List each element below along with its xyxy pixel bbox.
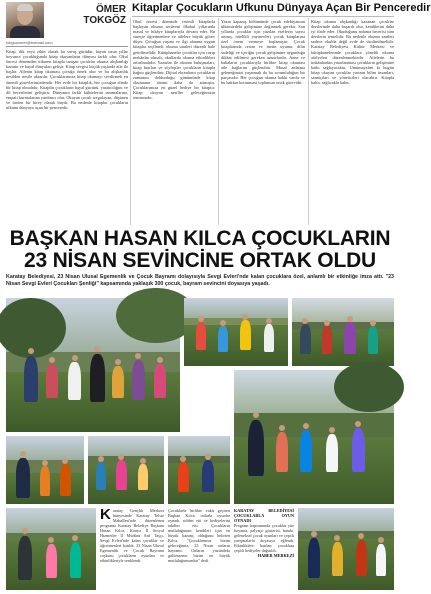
photo-head: [242, 314, 248, 320]
photo-bottom-right: [298, 508, 394, 590]
main-headline-line-1: BAŞKAN HASAN KILCA ÇOCUKLARIN: [9, 227, 391, 250]
photo-head: [42, 460, 48, 466]
photo-person: [96, 462, 106, 490]
photo-head: [62, 458, 68, 464]
photo-head: [311, 531, 317, 537]
photo-person: [16, 458, 30, 498]
photo-head: [22, 528, 28, 534]
photo-head: [334, 535, 340, 541]
photo-person: [40, 466, 50, 496]
column-divider: [308, 18, 309, 225]
photo-person: [24, 356, 38, 402]
photo-person: [46, 364, 58, 398]
photo-person: [218, 326, 228, 352]
photo-head: [355, 421, 361, 427]
columnist-rule: [6, 46, 128, 47]
photo-head: [198, 316, 204, 322]
drop-cap: K: [100, 506, 111, 523]
photo-person: [132, 360, 145, 400]
photo-head: [302, 318, 308, 324]
photo-person: [300, 324, 311, 354]
photo-person: [202, 460, 214, 492]
photo-person: [196, 322, 206, 350]
photo-person: [90, 354, 105, 402]
column-divider: [218, 18, 219, 225]
main-article-subhead: KARATAY BELEDİYESİ ÇOCUKLARLA OYUN OYNADI: [234, 508, 294, 523]
photo-sky: [168, 436, 230, 456]
photo-head: [347, 316, 353, 322]
photo-head: [20, 451, 26, 457]
main-article-body-left: [100, 508, 164, 590]
photo-head: [370, 320, 376, 326]
top-article-col-3: Yazın kapanış bölümünde çocuk edebiyatının ülkemizdeki gelişimine değinmek gerekir. Son yıllarda çocuklar için yazılan eserlerin sayısı artmış, nitelikli yayınevleri çocuk kitaplarına özel önem vermeye başlamıştır. Çocuk kitaplarında resim ve metin uyumu, dilin sadeliği ve içeriğin çocuk gelişimine uygunluğu dikkat edilmesi gereken unsurlardır. Anne ve babaların çocuklarıyla birlikte kitap okuması aile bağlarını güçlendirir. Masal anlatma geleneğimizi yaşatmak da bu sorumluluğun bir parçasıdır. Her çocuğun okuma hakkı vardır ve bu hakkın korunması toplumun ortak görevidir.: [221, 19, 305, 86]
photo-head: [358, 533, 364, 539]
photo-head: [72, 355, 78, 361]
top-article-col-2: Okul öncesi dönemde resimli kitaplarla başlayan okuma serüveni ilkokul yıllarında masal ve hikâye kitaplarıyla devam eder. Bu süreçte öğretmenlere ve ailelere büyük görev düşer. Çocuğun yaşına ve ilgi alanına uygun kitaplar seçilmeli, okuma saatleri düzenli hale getirilmelidir. Kütüphaneler çocuklar için cazip mekânlar olmalı, okullarda okuma etkinlikleri artırılmalıdır. Yazarlar ile okuma buluşmaları, kitap fuarları ve söyleşiler çocukların kitapla bağını güçlendirir. Dijital ekranların çocukların zamanını doldurduğu günümüzde kitap okumanın önemi daha da artmıştır. Çocuklarımıza en güzel hediye bir kitaptır. Kitap okuyan nesiller geleceğimizin teminatıdır.: [133, 19, 215, 101]
photo-person: [248, 420, 264, 476]
photo-person: [308, 538, 320, 578]
photo-head: [48, 537, 54, 543]
columnist-photo: [6, 2, 44, 38]
photo-sky: [6, 436, 84, 460]
photo-person: [376, 544, 386, 576]
photo-mayor-talking: [234, 370, 394, 504]
photo-head: [180, 456, 186, 462]
photo-sky: [88, 436, 164, 456]
column-divider: [130, 18, 131, 225]
main-article-body-mid: [168, 508, 230, 590]
photo-person: [264, 324, 274, 352]
photo-tree: [334, 362, 404, 412]
photo-small-center: [168, 436, 230, 504]
photo-sky: [6, 508, 96, 533]
photo-head: [303, 423, 309, 429]
photo-head: [324, 320, 330, 326]
main-article-text-left: aratay Gençlik Merkezi bünyesinde Karatay Telsiz Mahallesi'nde düzenlenen programa Karatay Belediye Başkanı Hasan Kılca, Konya İl Sosyal Hizmetler İl Müdürü Arif Taşçı, Sevgi Evleri'nde kalan çocuklar ve öğretmenleri katıldı. 23 Nisan Ulusal Egemenlik ve Çocuk Bayramı coşkusu çocukların oyunları ve etkinlikleriyle renklendi.: [100, 508, 164, 563]
photo-head: [279, 425, 285, 431]
main-article-text-mid2: Program kapsamında çocuklar yüz boyama, palyaço gösterisi, bando, geleneksel çocuk oyunları ve çeşitli yarışmalarla doyasıya eğlendi. Etkinliklere katılan çocuklara çeşitli hediyeler dağıtıldı.: [234, 523, 294, 553]
photo-children-race: [88, 436, 164, 504]
photo-person: [300, 430, 312, 472]
photo-person: [138, 464, 148, 490]
photo-person: [276, 432, 288, 472]
main-article-lead: Karatay Belediyesi, 23 Nisan Ulusal Egemenlik ve Çocuk Bayramı dolayısıyla Sevgi Evleri'nde kalan çocuklara özel, anlamlı bir etkinliğe imza attı. "23 Nisan Sevgi Evleri Çocukları Şenliği" kapsamında yaklaşık 300 çocuk, bayram sevincini doyasıya yaşadı.: [6, 274, 394, 287]
photo-person: [240, 320, 251, 350]
photo-head: [115, 359, 121, 365]
columnist-first-name: ÖMER: [96, 4, 126, 15]
photo-person: [178, 462, 189, 492]
photo-group-children: [6, 298, 180, 432]
photo-head: [253, 412, 259, 418]
photo-person: [352, 428, 365, 472]
columnist-hair: [17, 4, 33, 11]
photo-head: [49, 357, 55, 363]
photo-tug-of-war: [292, 298, 394, 366]
photo-head: [98, 456, 104, 462]
main-article-text-mid: Çocuklarla birlikte vakit geçiren Başkan Kılca, onlarla oyunlar oynadı, sohbet etti ve hediyelerini takdim etti. Çocukların mutluluğunun kendileri için en büyük kazanç olduğunu belirten Kılca, "Çocuklarımız bizim geleceğimiz, 23 Nisan onların bayramı. Onların yüzündeki gülümseme bizim en büyük mutluluğumuzdur" dedi.: [168, 508, 230, 563]
columnist-suit: [10, 26, 40, 38]
photo-head: [157, 357, 163, 363]
photo-head: [329, 427, 335, 433]
top-article-col-1: Kitap, ilik veya zihin olarak bu savaş gücüdür, hayatı uzun yıllar boyunca çocukluğunda kitap okuyanların dünyası farklı olur. Okul öncesi dönemden itibaren kitapla tanışan çocuklar okuma alışkanlığı kazanır ve hayal dünyaları gelişir. Kitap sevgisi küçük yaşlarda aile ile başlar. Ailenin kitap okuması çocuğa örnek olur ve bu alışkanlık nesilden nesile aktarılır. Çocuklarımıza kitap okumayı sevdirmek en önemli görevlerimizdendir. Her evde bir kitaplık, her çocuğun elinde bir kitap olmalıdır. Kitaplar çocukların hayal gücünü, yaratıcılığını ve dil becerilerini geliştirir. Dünyanın farklı kültürlerini tanımalarına, empati kurmalarına yardımcı olur. Okuyan çocuk sorgulayan, düşünen ve üreten bir birey olarak büyür. Bu nedenle kitaplar çocukların ufkunu dünyaya açan bir penceredir.: [6, 49, 128, 111]
photo-person: [368, 326, 378, 354]
photo-person: [60, 464, 71, 496]
photo-head: [118, 454, 124, 460]
main-article-body-mid2: [234, 508, 294, 590]
main-article-byline: HABER MERKEZİ: [257, 553, 294, 558]
photo-person: [332, 542, 343, 576]
photo-head: [378, 537, 384, 543]
photo-children-game: [184, 298, 288, 366]
photo-person: [18, 536, 32, 580]
photo-person: [154, 364, 166, 398]
top-article-rule: [132, 16, 394, 17]
photo-head: [140, 458, 146, 464]
photo-person: [322, 326, 332, 354]
photo-head: [94, 346, 100, 352]
columnist-email: tokgozomer@hotmail.com: [6, 40, 53, 45]
photo-person: [70, 542, 81, 578]
photo-mayor-gift: [6, 436, 84, 504]
photo-person: [46, 544, 57, 578]
photo-sky: [298, 508, 394, 531]
photo-person: [68, 362, 81, 400]
main-headline-line-2: 23 NİSAN SEVİNCİNE ORTAK OLDU: [23, 249, 377, 272]
top-article-col-4: Kitap okuma alışkanlığı kazanan çocuklar derslerinde daha başarılı olur, kendilerini daha iyi ifade eder. Okuduğunu anlama becerisi tüm derslerin temelidir. Bu nedenle okuma saatleri sadece okulda değil evde de sürdürülmelidir. Karatay Belediyesi Kültür Merkezi ve kütüphanelerinde çocuklara yönelik okuma atölyeleri düzenlenmektedir. Ailelerin bu imkânlardan yararlanması çocukların gelişimine katkı sağlayacaktır. Unutmayalım ki bugün kitap okuyan çocuklar yarının bilim insanları, sanatçıları ve yöneticileri olacaktır. Kitapla kalın, sağlıcakla kalın.: [311, 19, 394, 86]
photo-head: [72, 535, 78, 541]
photo-person: [116, 460, 127, 490]
photo-person: [344, 322, 356, 354]
top-article-headline: Kitaplar Çocukların Ufkunu Dünyaya Açan Bir Penceredir: [132, 2, 431, 14]
photo-person: [356, 540, 367, 576]
photo-person: [326, 434, 338, 472]
photo-head: [205, 454, 211, 460]
columnist-name: [46, 4, 126, 26]
photo-head: [28, 348, 34, 354]
photo-head: [135, 353, 141, 359]
photo-bottom-left: [6, 508, 96, 590]
photo-head: [220, 320, 226, 326]
columnist-last-name: TOKGÖZ: [83, 15, 126, 26]
photo-head: [266, 318, 272, 324]
photo-person: [112, 366, 124, 398]
